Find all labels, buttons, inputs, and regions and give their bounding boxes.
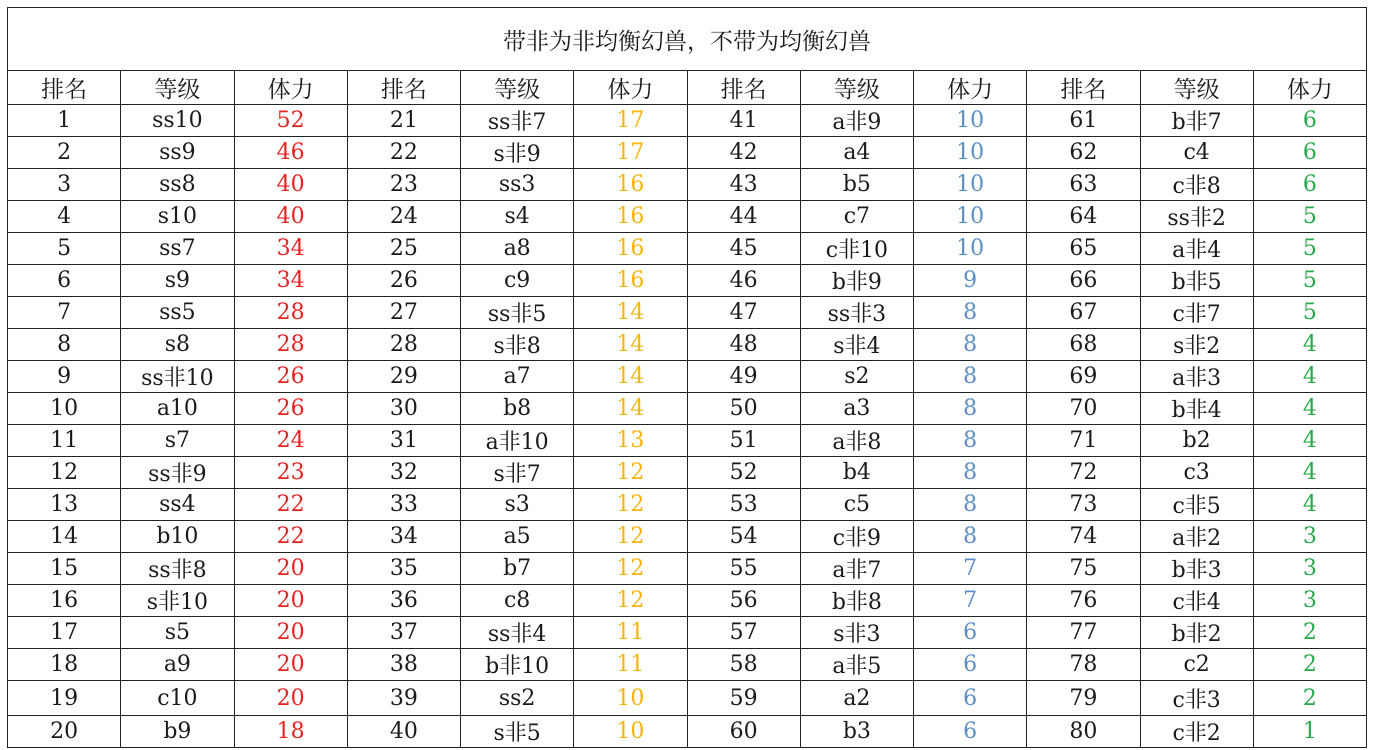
grade-cell: a非7 [800, 553, 913, 585]
grade-cell: a4 [800, 137, 913, 169]
grade-cell: b7 [461, 553, 574, 585]
rank-cell: 61 [1027, 105, 1140, 137]
rank-cell: 22 [347, 137, 460, 169]
table-row [8, 201, 1367, 233]
rank-cell: 48 [687, 329, 800, 361]
rank-cell: 56 [687, 585, 800, 617]
stamina-cell: 2 [1253, 649, 1366, 681]
grade-cell: a非3 [1140, 361, 1253, 393]
grade-cell: c10 [121, 681, 234, 716]
column-header-stamina: 体力 [574, 71, 687, 105]
stamina-cell: 23 [234, 457, 347, 489]
rank-cell: 46 [687, 265, 800, 297]
grade-cell: c9 [461, 265, 574, 297]
rank-cell: 17 [8, 617, 121, 649]
grade-cell: c非5 [1140, 489, 1253, 521]
grade-cell: c5 [800, 489, 913, 521]
grade-cell: c非7 [1140, 297, 1253, 329]
grade-cell: a5 [461, 521, 574, 553]
table-row [8, 169, 1367, 201]
stamina-cell: 16 [574, 169, 687, 201]
grade-cell: ss9 [121, 137, 234, 169]
stamina-cell: 2 [1253, 617, 1366, 649]
column-header-rank: 排名 [347, 71, 460, 105]
grade-cell: a9 [121, 649, 234, 681]
rank-cell: 39 [347, 681, 460, 716]
table-row [8, 649, 1367, 681]
rank-cell: 10 [8, 393, 121, 425]
column-header-rank: 排名 [1027, 71, 1140, 105]
stamina-cell: 10 [914, 105, 1027, 137]
stamina-cell: 8 [914, 297, 1027, 329]
rank-cell: 77 [1027, 617, 1140, 649]
grade-cell: a非9 [800, 105, 913, 137]
column-header-grade: 等级 [121, 71, 234, 105]
table-row [8, 265, 1367, 297]
grade-cell: ss非9 [121, 457, 234, 489]
stamina-cell: 16 [574, 201, 687, 233]
grade-cell: c8 [461, 585, 574, 617]
stamina-cell: 17 [574, 137, 687, 169]
rank-cell: 37 [347, 617, 460, 649]
stamina-cell: 14 [574, 361, 687, 393]
rank-cell: 64 [1027, 201, 1140, 233]
stamina-cell: 22 [234, 489, 347, 521]
stamina-cell: 34 [234, 233, 347, 265]
grade-cell: ss5 [121, 297, 234, 329]
rank-cell: 76 [1027, 585, 1140, 617]
grade-cell: s8 [121, 329, 234, 361]
stamina-cell: 20 [234, 585, 347, 617]
rank-cell: 8 [8, 329, 121, 361]
stamina-cell: 26 [234, 393, 347, 425]
grade-cell: c非4 [1140, 585, 1253, 617]
grade-cell: ss3 [461, 169, 574, 201]
stamina-cell: 12 [574, 457, 687, 489]
stamina-cell: 6 [914, 716, 1027, 748]
rank-cell: 66 [1027, 265, 1140, 297]
grade-cell: a非4 [1140, 233, 1253, 265]
rank-cell: 52 [687, 457, 800, 489]
rank-cell: 75 [1027, 553, 1140, 585]
rank-cell: 7 [8, 297, 121, 329]
stamina-cell: 16 [574, 233, 687, 265]
rank-cell: 62 [1027, 137, 1140, 169]
rank-cell: 33 [347, 489, 460, 521]
grade-cell: b非9 [800, 265, 913, 297]
rank-cell: 47 [687, 297, 800, 329]
stamina-cell: 10 [574, 681, 687, 716]
stamina-cell: 28 [234, 329, 347, 361]
stamina-cell: 5 [1253, 201, 1366, 233]
rank-cell: 42 [687, 137, 800, 169]
rank-cell: 45 [687, 233, 800, 265]
table-row [8, 329, 1367, 361]
stamina-cell: 10 [574, 716, 687, 748]
column-header-grade: 等级 [461, 71, 574, 105]
column-header-stamina: 体力 [914, 71, 1027, 105]
grade-cell: s非8 [461, 329, 574, 361]
stamina-cell: 8 [914, 329, 1027, 361]
grade-cell: a3 [800, 393, 913, 425]
stamina-cell: 14 [574, 329, 687, 361]
grade-cell: b非7 [1140, 105, 1253, 137]
rank-cell: 69 [1027, 361, 1140, 393]
stamina-cell: 1 [1253, 716, 1366, 748]
column-header-rank: 排名 [8, 71, 121, 105]
rank-cell: 44 [687, 201, 800, 233]
stamina-cell: 3 [1253, 553, 1366, 585]
stamina-cell: 6 [914, 649, 1027, 681]
table-row [8, 585, 1367, 617]
stamina-cell: 12 [574, 489, 687, 521]
rank-cell: 38 [347, 649, 460, 681]
rank-cell: 78 [1027, 649, 1140, 681]
rank-cell: 80 [1027, 716, 1140, 748]
grade-cell: c非2 [1140, 716, 1253, 748]
stamina-cell: 10 [914, 233, 1027, 265]
grade-cell: ss非8 [121, 553, 234, 585]
stamina-cell: 34 [234, 265, 347, 297]
grade-cell: b非10 [461, 649, 574, 681]
stamina-cell: 5 [1253, 265, 1366, 297]
stamina-cell: 4 [1253, 489, 1366, 521]
rank-cell: 73 [1027, 489, 1140, 521]
stamina-cell: 11 [574, 617, 687, 649]
rank-cell: 68 [1027, 329, 1140, 361]
grade-cell: ss2 [461, 681, 574, 716]
stamina-cell: 28 [234, 297, 347, 329]
rank-cell: 57 [687, 617, 800, 649]
grade-cell: ss4 [121, 489, 234, 521]
title-row [8, 8, 1367, 71]
grade-cell: a2 [800, 681, 913, 716]
grade-cell: s5 [121, 617, 234, 649]
rank-cell: 24 [347, 201, 460, 233]
grade-cell: b8 [461, 393, 574, 425]
table-row [8, 681, 1367, 716]
rank-cell: 71 [1027, 425, 1140, 457]
rank-cell: 79 [1027, 681, 1140, 716]
rank-cell: 16 [8, 585, 121, 617]
column-header-stamina: 体力 [234, 71, 347, 105]
grade-cell: s3 [461, 489, 574, 521]
rank-cell: 65 [1027, 233, 1140, 265]
grade-cell: s4 [461, 201, 574, 233]
grade-cell: a8 [461, 233, 574, 265]
stamina-cell: 4 [1253, 425, 1366, 457]
grade-cell: a7 [461, 361, 574, 393]
table-row [8, 553, 1367, 585]
column-header-stamina: 体力 [1253, 71, 1366, 105]
stamina-cell: 10 [914, 137, 1027, 169]
grade-cell: a非8 [800, 425, 913, 457]
stamina-cell: 6 [1253, 105, 1366, 137]
rank-cell: 21 [347, 105, 460, 137]
stamina-cell: 52 [234, 105, 347, 137]
rank-cell: 59 [687, 681, 800, 716]
rank-cell: 11 [8, 425, 121, 457]
grade-cell: b非8 [800, 585, 913, 617]
grade-cell: a非2 [1140, 521, 1253, 553]
column-header-grade: 等级 [1140, 71, 1253, 105]
rank-cell: 18 [8, 649, 121, 681]
grade-cell: b非2 [1140, 617, 1253, 649]
rank-cell: 54 [687, 521, 800, 553]
grade-cell: s7 [121, 425, 234, 457]
rank-cell: 25 [347, 233, 460, 265]
stamina-cell: 12 [574, 553, 687, 585]
stamina-cell: 6 [1253, 169, 1366, 201]
rank-cell: 20 [8, 716, 121, 748]
rank-cell: 19 [8, 681, 121, 716]
column-header-grade: 等级 [800, 71, 913, 105]
grade-cell: s非9 [461, 137, 574, 169]
stamina-cell: 8 [914, 425, 1027, 457]
stamina-cell: 9 [914, 265, 1027, 297]
stamina-cell: 13 [574, 425, 687, 457]
grade-cell: c非8 [1140, 169, 1253, 201]
rank-cell: 55 [687, 553, 800, 585]
rank-cell: 26 [347, 265, 460, 297]
grade-cell: s非4 [800, 329, 913, 361]
grade-cell: b3 [800, 716, 913, 748]
stamina-cell: 10 [914, 201, 1027, 233]
rank-cell: 58 [687, 649, 800, 681]
stamina-cell: 8 [914, 489, 1027, 521]
rank-cell: 50 [687, 393, 800, 425]
stamina-cell: 12 [574, 585, 687, 617]
grade-cell: a非10 [461, 425, 574, 457]
rank-cell: 3 [8, 169, 121, 201]
rank-cell: 5 [8, 233, 121, 265]
rank-cell: 4 [8, 201, 121, 233]
table-row [8, 137, 1367, 169]
table-row [8, 425, 1367, 457]
stamina-cell: 6 [1253, 137, 1366, 169]
rank-cell: 53 [687, 489, 800, 521]
table-title: 带非为非均衡幻兽，不带为均衡幻兽 [8, 8, 1367, 71]
rank-cell: 36 [347, 585, 460, 617]
rank-cell: 70 [1027, 393, 1140, 425]
stamina-cell: 8 [914, 361, 1027, 393]
stamina-cell: 40 [234, 201, 347, 233]
rank-cell: 29 [347, 361, 460, 393]
rank-cell: 35 [347, 553, 460, 585]
rank-cell: 23 [347, 169, 460, 201]
stamina-cell: 12 [574, 521, 687, 553]
rank-cell: 34 [347, 521, 460, 553]
rank-cell: 40 [347, 716, 460, 748]
grade-cell: c非9 [800, 521, 913, 553]
stamina-cell: 4 [1253, 393, 1366, 425]
rank-cell: 9 [8, 361, 121, 393]
grade-cell: s非5 [461, 716, 574, 748]
stamina-cell: 18 [234, 716, 347, 748]
grade-cell: c7 [800, 201, 913, 233]
table-row [8, 521, 1367, 553]
grade-cell: s2 [800, 361, 913, 393]
grade-cell: b10 [121, 521, 234, 553]
stamina-cell: 10 [914, 169, 1027, 201]
rank-cell: 41 [687, 105, 800, 137]
rank-cell: 51 [687, 425, 800, 457]
table-row [8, 393, 1367, 425]
rank-cell: 67 [1027, 297, 1140, 329]
table-row [8, 617, 1367, 649]
stamina-cell: 16 [574, 265, 687, 297]
table-row [8, 361, 1367, 393]
grade-cell: b4 [800, 457, 913, 489]
stamina-cell: 2 [1253, 681, 1366, 716]
rank-cell: 74 [1027, 521, 1140, 553]
table-row [8, 457, 1367, 489]
header-row [8, 71, 1367, 105]
stamina-cell: 3 [1253, 585, 1366, 617]
stamina-cell: 4 [1253, 329, 1366, 361]
grade-cell: ss非10 [121, 361, 234, 393]
stamina-cell: 3 [1253, 521, 1366, 553]
table-row [8, 489, 1367, 521]
grade-cell: ss非7 [461, 105, 574, 137]
grade-cell: ss10 [121, 105, 234, 137]
rank-cell: 60 [687, 716, 800, 748]
grade-cell: s9 [121, 265, 234, 297]
stamina-cell: 4 [1253, 457, 1366, 489]
grade-cell: b非5 [1140, 265, 1253, 297]
grade-cell: s非7 [461, 457, 574, 489]
table-row [8, 297, 1367, 329]
grade-cell: s非3 [800, 617, 913, 649]
table-row [8, 233, 1367, 265]
stamina-cell: 4 [1253, 361, 1366, 393]
stamina-cell: 14 [574, 393, 687, 425]
stamina-cell: 5 [1253, 297, 1366, 329]
rank-cell: 30 [347, 393, 460, 425]
grade-cell: ss非5 [461, 297, 574, 329]
rank-cell: 49 [687, 361, 800, 393]
grade-cell: ss非2 [1140, 201, 1253, 233]
stamina-cell: 14 [574, 297, 687, 329]
rank-cell: 43 [687, 169, 800, 201]
stamina-cell: 24 [234, 425, 347, 457]
rank-cell: 63 [1027, 169, 1140, 201]
stamina-cell: 8 [914, 521, 1027, 553]
stamina-cell: 8 [914, 393, 1027, 425]
grade-cell: ss8 [121, 169, 234, 201]
grade-cell: c3 [1140, 457, 1253, 489]
stamina-cell: 22 [234, 521, 347, 553]
stamina-cell: 5 [1253, 233, 1366, 265]
grade-cell: ss非4 [461, 617, 574, 649]
stamina-cell: 6 [914, 617, 1027, 649]
grade-cell: c非3 [1140, 681, 1253, 716]
stamina-cell: 20 [234, 681, 347, 716]
rank-cell: 2 [8, 137, 121, 169]
grade-cell: ss7 [121, 233, 234, 265]
rank-cell: 31 [347, 425, 460, 457]
grade-cell: b9 [121, 716, 234, 748]
grade-cell: a非5 [800, 649, 913, 681]
rank-cell: 32 [347, 457, 460, 489]
grade-cell: ss非3 [800, 297, 913, 329]
rank-cell: 12 [8, 457, 121, 489]
grade-cell: s非2 [1140, 329, 1253, 361]
stamina-cell: 17 [574, 105, 687, 137]
stamina-cell: 20 [234, 649, 347, 681]
grade-cell: c4 [1140, 137, 1253, 169]
grade-cell: a10 [121, 393, 234, 425]
rank-cell: 72 [1027, 457, 1140, 489]
rank-cell: 14 [8, 521, 121, 553]
grade-cell: s10 [121, 201, 234, 233]
rank-cell: 6 [8, 265, 121, 297]
stamina-cell: 20 [234, 617, 347, 649]
stamina-cell: 46 [234, 137, 347, 169]
rank-cell: 27 [347, 297, 460, 329]
stamina-cell: 8 [914, 457, 1027, 489]
stamina-cell: 20 [234, 553, 347, 585]
grade-cell: b非4 [1140, 393, 1253, 425]
stamina-cell: 40 [234, 169, 347, 201]
table-row [8, 716, 1367, 748]
table-row [8, 105, 1367, 137]
stamina-cell: 26 [234, 361, 347, 393]
rank-cell: 1 [8, 105, 121, 137]
grade-cell: b5 [800, 169, 913, 201]
stamina-cell: 11 [574, 649, 687, 681]
rank-cell: 15 [8, 553, 121, 585]
column-header-rank: 排名 [687, 71, 800, 105]
stamina-cell: 7 [914, 553, 1027, 585]
rank-cell: 13 [8, 489, 121, 521]
grade-cell: c非10 [800, 233, 913, 265]
grade-cell: b非3 [1140, 553, 1253, 585]
stamina-cell: 6 [914, 681, 1027, 716]
grade-cell: c2 [1140, 649, 1253, 681]
stamina-cell: 7 [914, 585, 1027, 617]
grade-cell: b2 [1140, 425, 1253, 457]
rank-cell: 28 [347, 329, 460, 361]
ranking-table [7, 7, 1367, 748]
grade-cell: s非10 [121, 585, 234, 617]
